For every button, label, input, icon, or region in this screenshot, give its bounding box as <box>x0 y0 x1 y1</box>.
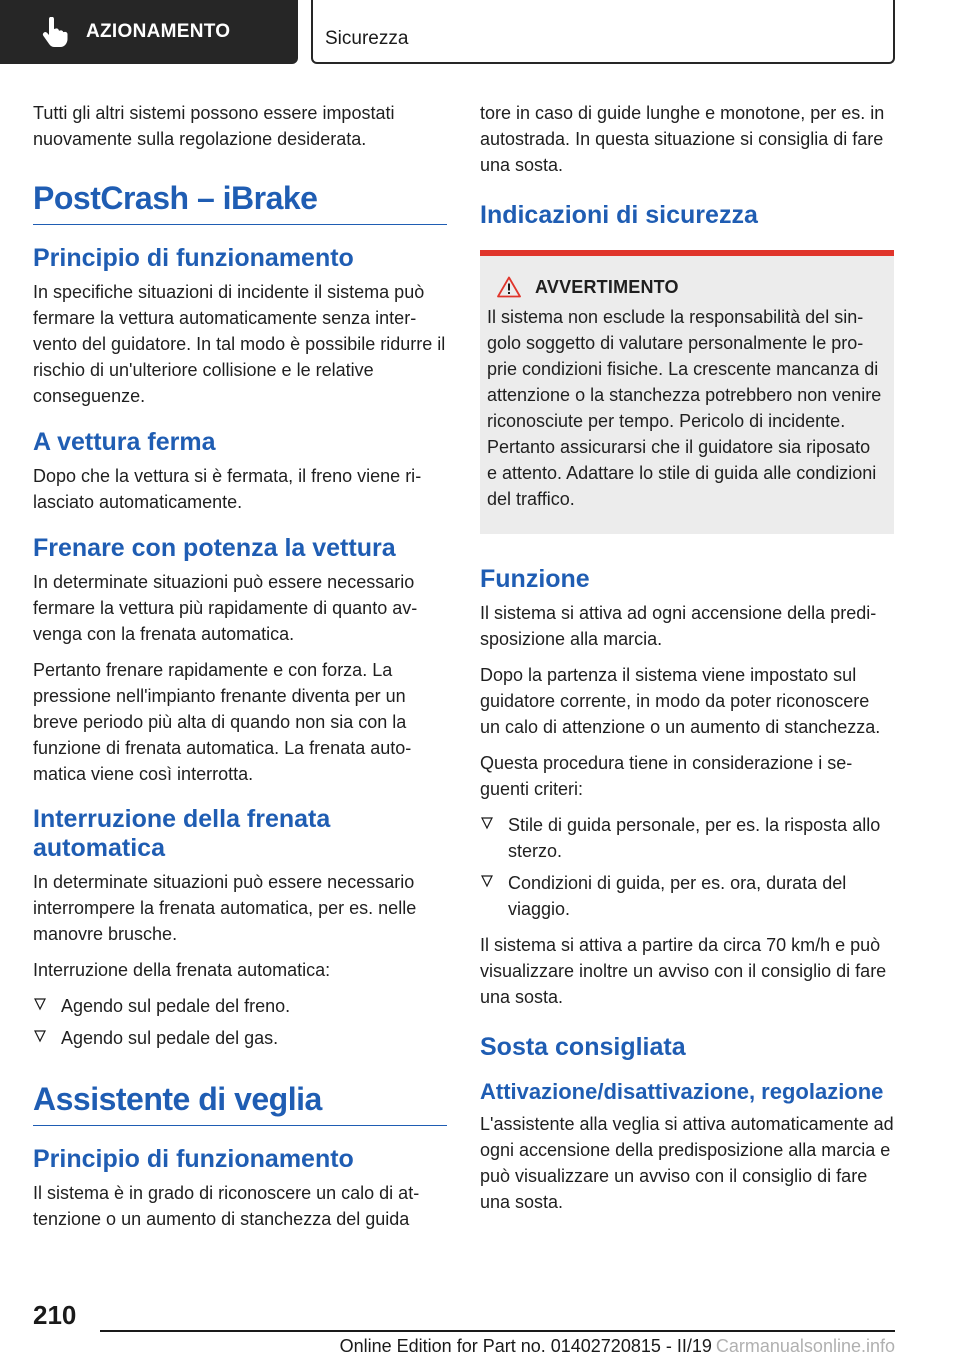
edition-text: Online Edition for Part no. 01402720815 - II/19 <box>339 1336 712 1356</box>
frenare-paragraph-1: In determinate situazioni può essere necessario fermare la vettura più rapidamente di quanto avvenga con la frenata automatica. <box>33 572 418 644</box>
warning-header <box>487 276 884 298</box>
list-item: Agendo sul pedale del freno. <box>33 993 447 1019</box>
footer-edition <box>340 1336 895 1357</box>
funzione-paragraph-1: Il sistema si attiva ad ogni accensione della predisposizione alla marcia. <box>480 603 877 649</box>
watermark-text: Carmanualsonline.info <box>715 1336 895 1356</box>
postcrash-heading: PostCrash – iBrake <box>33 178 447 225</box>
warning-box <box>480 250 894 534</box>
sicurezza-heading: Indicazioni di sicurezza <box>480 201 758 229</box>
interruzione-paragraph-1: In determinate situazioni può essere necessario interrompere la frenata automatica, per es. nelle manovre brusche. <box>33 872 417 944</box>
section-title: AZIONAMENTO <box>86 21 231 42</box>
ferma-heading: A vettura ferma <box>33 428 216 456</box>
warning-triangle-icon <box>497 276 521 298</box>
sosta-heading: Sosta consigliata <box>480 1033 686 1061</box>
frenare-heading: Frenare con potenza la vettura <box>33 534 396 562</box>
assistente-heading: Assistente di veglia <box>33 1079 447 1126</box>
ferma-paragraph: Dopo che la vettura si è fermata, il freno viene rilasciato automaticamente. <box>33 466 422 512</box>
funzione-heading: Funzione <box>480 565 590 593</box>
warning-text: Il sistema non esclude la responsabilità del singolo soggetto di valutare personalmente le proprie condizioni fisiche. La crescente mancanza di attenzione o la stanchezza potrebbero non venire riconosciute per tempo. Pericolo di incidente. Pertanto assicurarsi che il guidatore sia riposato e attento. Adattare lo stile di guida alle condizioni del traffico. <box>487 307 882 509</box>
funzione-paragraph-4: Il sistema si attiva a partire da circa 70 km/h e può visualizzare inoltre un avviso con il consiglio di fare una sosta. <box>480 935 887 1007</box>
intro-paragraph: Tutti gli altri sistemi possono essere impostati nuovamente sulla regolazione desiderata. <box>33 103 395 149</box>
footer-divider <box>100 1330 895 1332</box>
triangle-bullet-icon <box>480 874 494 888</box>
warning-label: AVVERTIMENTO <box>535 276 679 297</box>
principio-heading: Principio di funzionamento <box>33 244 354 272</box>
funzione-paragraph-3: Questa procedura tiene in considerazione i seguenti criteri: <box>480 753 853 799</box>
page-number: 210 <box>33 1300 77 1330</box>
interruzione-list <box>33 993 447 1051</box>
principio2-paragraph: Il sistema è in grado di riconoscere un calo di attenzione o un aumento di stanchezza del guida <box>33 1183 420 1229</box>
list-item: Condizioni di guida, per es. ora, durata del viaggio. <box>480 870 894 922</box>
page-header <box>0 0 960 66</box>
triangle-bullet-icon <box>480 816 494 830</box>
continued-paragraph: tore in caso di guide lunghe e monotone, per es. in autostrada. In questa situazione si consiglia di fare una sosta. <box>480 103 885 175</box>
list-item: Stile di guida personale, per es. la risposta allo sterzo. <box>480 812 894 864</box>
section-tab <box>0 0 298 64</box>
subsection-title: Sicurezza <box>325 28 409 49</box>
principio2-heading: Principio di funzionamento <box>33 1145 354 1173</box>
interruzione-heading: Interruzione della frenata automatica <box>33 805 331 862</box>
funzione-list <box>480 812 894 922</box>
attivazione-paragraph: L'assistente alla veglia si attiva automaticamente ad ogni accensione della predisposizione alla marcia e può visualizzare un avviso con il consiglio di fare una sosta. <box>480 1114 894 1212</box>
frenare-paragraph-2: Pertanto frenare rapidamente e con forza. La pressione nell'impianto frenante diventa per un breve periodo più alta di quando non sia con la funzione di frenata automatica. La frenata automatica viene così interrotta. <box>33 660 412 784</box>
subsection-tab <box>311 0 895 64</box>
list-item: Agendo sul pedale del gas. <box>33 1025 447 1051</box>
principio-paragraph: In specifiche situazioni di incidente il sistema può fermare la vettura automaticamente senza intervento del guidatore. In tal modo è possibile ridurre il rischio di un'ulteriore collisione e le relative conseguenze. <box>33 282 446 406</box>
hand-pointer-icon <box>40 17 68 47</box>
interruzione-paragraph-2: Interruzione della frenata automatica: <box>33 960 331 980</box>
funzione-paragraph-2: Dopo la partenza il sistema viene impostato sul guidatore corrente, in modo da poter riconoscere un calo di attenzione o un aumento di stanchezza. <box>480 665 881 737</box>
attivazione-heading: Attivazione/disattivazione, regolazione <box>480 1079 884 1104</box>
triangle-bullet-icon <box>33 997 47 1011</box>
right-column <box>480 100 894 1225</box>
left-column <box>33 100 447 1242</box>
triangle-bullet-icon <box>33 1029 47 1043</box>
